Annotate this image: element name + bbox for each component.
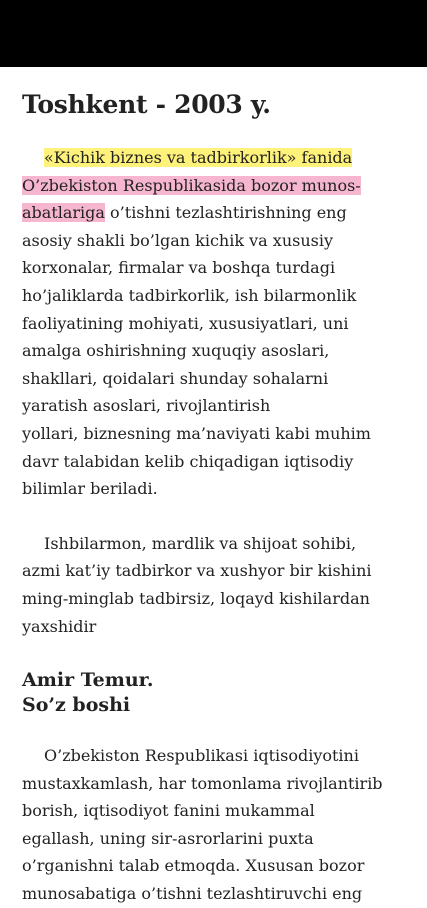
reader-content[interactable] [22,88,406,908]
text-line: shakllari, qoidalari shunday sohalarni [22,368,329,388]
paragraph-foreword [22,742,406,908]
text-line: ho’jaliklarda tadbirkorlik, ish bilarmonlik [22,285,357,305]
attribution-author: Amir Temur. [22,669,154,692]
text-line: azmi kat’iy tadbirkor va xushyor bir kishini [22,561,372,581]
text-line: Ishbilarmon, mardlik va shijoat sohibi, [44,533,357,553]
section-title: So’z boshi [22,694,131,717]
text-line: yaxshidir [22,616,97,636]
highlight-pink-continued[interactable]: abatlariga [22,203,105,223]
text-line: yollari, biznesning ma’naviyati kabi muhim [22,423,371,443]
paragraph-quote [22,530,406,640]
text-line: egallash, uning sir-asrorlarini puxta [22,828,314,848]
text-line: amalga oshirishning xuquqiy asoslari, [22,341,330,361]
text-line: bilimlar beriladi. [22,479,158,499]
text-line: ming-minglab tadbirsiz, loqayd kishilardan [22,588,370,608]
highlight-pink[interactable]: O’zbekiston Respublikasida bozor munos- [22,175,361,195]
highlight-yellow[interactable]: «Kichik biznes va tadbirkorlik» fanida [44,148,353,167]
text-line: o’tishni tezlashtirishning eng [104,203,347,223]
text-line: borish, iqtisodiyot fanini mukammal [22,801,315,821]
text-line: faoliyatining mohiyati, xususiyatlari, uni [22,313,349,333]
text-line: asosiy shakli bo’lgan kichik va xususiy [22,230,334,250]
text-line: O’zbekiston Respublikasi iqtisodiyotini [44,746,359,766]
status-bar [0,0,427,67]
page-heading: Toshkent - 2003 y. [22,90,271,119]
text-line: davr talabidan kelib chiqadigan iqtisodiy [22,451,354,471]
text-line: mustaxkamlash, har tomonlama rivojlantirib [22,773,383,793]
text-line: korxonalar, firmalar va boshqa turdagi [22,258,336,278]
paragraph-intro [22,144,406,503]
text-line: yaratish asoslari, rivojlantirish [22,396,271,416]
text-line: o’rganishni talab etmoqda. Xususan bozor [22,856,365,876]
quote-attribution [22,668,406,718]
text-line: munosabatiga o’tishni tezlashtiruvchi eng [22,884,363,904]
